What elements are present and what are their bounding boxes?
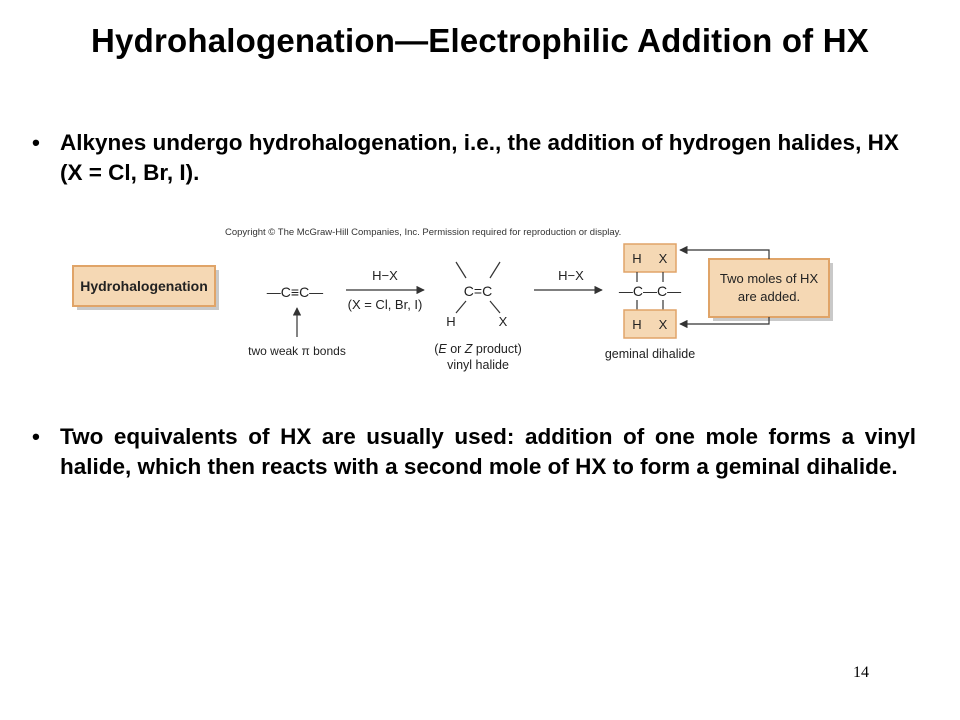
hydrohalogenation-reaction-figure: [68, 222, 848, 382]
reagent-1-condition: (X = Cl, Br, I): [347, 297, 423, 312]
alkyne-formula: —C≡C—: [266, 284, 324, 300]
alkyne-note: two weak π bonds: [248, 344, 346, 358]
callout-line-1: Two moles of HX: [719, 271, 819, 286]
bullet-point: [32, 128, 916, 188]
callout-box: [709, 259, 829, 317]
bullet-glyph: •: [32, 130, 40, 155]
vinyl-bond-upper-right: [490, 262, 500, 278]
callout-line-2: are added.: [737, 289, 801, 304]
gem-top-h: H: [632, 251, 642, 266]
page-number: 14: [853, 664, 869, 681]
vinyl-bond-lower-left: [456, 301, 466, 313]
vinyl-product-note: (E or Z product): [434, 342, 522, 356]
bullet-point: [32, 422, 916, 482]
gem-bottom-h: H: [632, 317, 642, 332]
gem-bottom-x: X: [658, 317, 668, 332]
callout-arrow-top: [680, 250, 769, 259]
vinyl-bond-upper-left: [456, 262, 466, 278]
gem-core: —C—C—: [618, 283, 682, 299]
gem-name: geminal dihalide: [604, 347, 696, 361]
reagent-1: H−X: [372, 268, 398, 283]
vinyl-core: C=C: [463, 283, 493, 299]
vinyl-name: vinyl halide: [447, 358, 509, 372]
gem-top-x: X: [658, 251, 668, 266]
vinyl-bond-lower-right: [490, 301, 500, 313]
bullet-text: Alkynes undergo hydrohalogenation, i.e., the addition of hydrogen halides, HX (X = Cl, Br, I).: [60, 130, 899, 185]
bullet-text: Two equivalents of HX are usually used: addition of one mole forms a vinyl halide, which then reacts with a second mole of HX to form a geminal dihalide.: [60, 424, 916, 479]
bullet-glyph: •: [32, 424, 40, 449]
slide-title: Hydrohalogenation—Electrophilic Addition of HX: [91, 22, 869, 59]
vinyl-x: X: [498, 314, 508, 329]
label-box-text: Hydrohalogenation: [80, 278, 208, 294]
copyright-note: Copyright © The McGraw-Hill Companies, Inc. Permission required for reproduction or display.: [225, 227, 622, 238]
reagent-2: H−X: [558, 268, 584, 283]
vinyl-h: H: [446, 314, 456, 329]
